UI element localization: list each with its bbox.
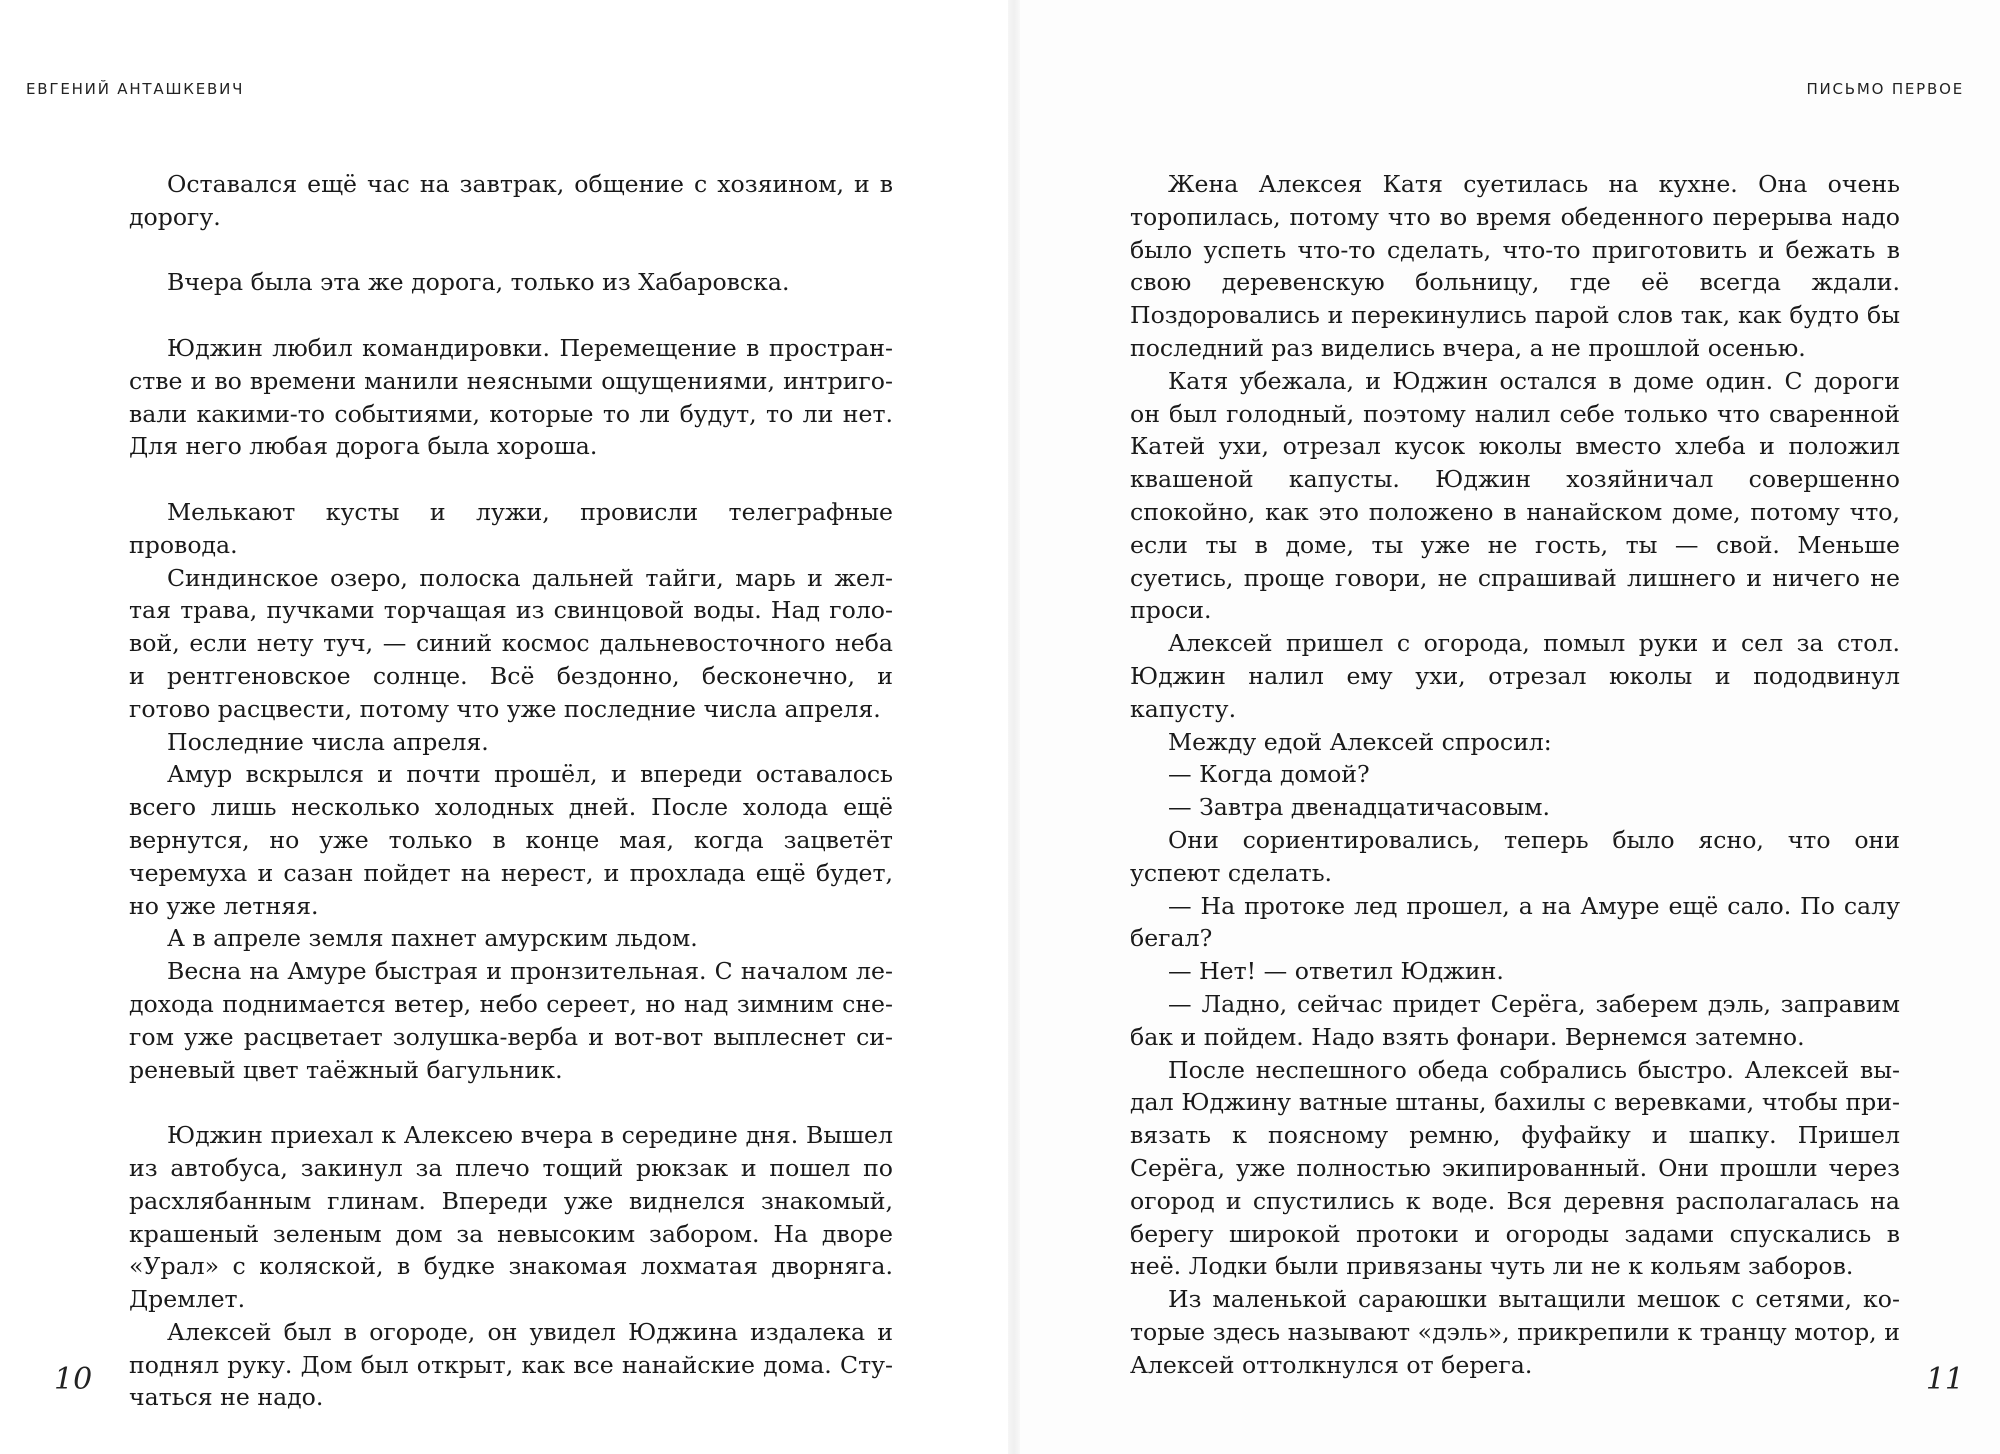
paragraph: Последние числа апреля. bbox=[167, 727, 489, 756]
paragraph: Юджин любил командировки. Перемещение в пространстве и во времени манили неясными ощущениями, интриговали какими-то событиями, которые то ли будут, то ли нет. Для него любая дорога была хороша. bbox=[129, 333, 893, 461]
paragraph: — Завтра двенадцатичасовым. bbox=[1168, 793, 1550, 822]
paragraph: Мелькают кусты и лужи, провисли телеграфные провода. bbox=[129, 497, 893, 559]
paragraph: Амур вскрылся и почти прошёл, и впереди оставалось всего лишь несколько холодных дней. После холода ещё вернутся, но уже только в конце мая, когда зацветёт черемуха и сазан пойдет на нерест, и прохлада ещё будет, но уже летняя. bbox=[129, 760, 893, 920]
paragraph: — На протоке лед прошел, а на Амуре ещё сало. По салу бегал? bbox=[1130, 891, 1900, 953]
paragraph: Между едой Алексей спросил: bbox=[1168, 727, 1552, 756]
paragraph: Жена Алексея Катя суетилась на кухне. Она очень торопилась, потому что во время обеденного перерыва надо было успеть что-то сделать, что-то приготовить и бежать в свою деревенскую больницу, где её всегда ждали. Поздоровались и перекинулись парой слов так, как будто бы последний раз виделись вчера, а не прошлой осенью. bbox=[1130, 170, 1900, 362]
paragraph: — Ладно, сейчас придет Серёга, заберем дэль, заправим бак и пойдем. Надо взять фонари. Вернемся затемно. bbox=[1130, 989, 1900, 1051]
book-gutter bbox=[1008, 0, 1020, 1454]
paragraph: А в апреле земля пахнет амурским льдом. bbox=[167, 924, 698, 953]
paragraph: Из маленькой сараюшки вытащили мешок с сетями, которые здесь называют «дэль», прикрепили к транцу мотор, и Алексей оттолкнулся от берега. bbox=[1130, 1285, 1900, 1379]
paragraph: — Нет! — ответил Юджин. bbox=[1168, 957, 1504, 986]
paragraph: Юджин приехал к Алексею вчера в середине дня. Вышел из автобуса, закинул за плечо тощий рюкзак и пошел по расхлябанным глинам. Впереди уже виднелся знакомый, крашеный зеленым дом за невысоким забором. На дворе «Урал» с коляской, в будке знакомая лохматая дворняга. Дремлет. bbox=[129, 1121, 893, 1314]
running-head-author: ЕВГЕНИЙ АНТАШКЕВИЧ bbox=[26, 80, 245, 98]
paragraph: Оставался ещё час на завтрак, общение с хозяином, и в дорогу. bbox=[129, 170, 893, 231]
running-head-chapter: ПИСЬМО ПЕРВОЕ bbox=[1806, 80, 1964, 98]
paragraph: Весна на Амуре быстрая и пронзительная. С началом ледохода поднимается ветер, небо сереет, но над зимним снегом уже расцветает золушка-верба и вот-вот выплеснет сиреневый цвет таёжный багульник. bbox=[129, 957, 893, 1084]
left-page-text bbox=[129, 168, 893, 1414]
paragraph: Они сориентировались, теперь было ясно, что они успеют сделать. bbox=[1130, 825, 1900, 887]
paragraph: Катя убежала, и Юджин остался в доме один. С дороги он был голодный, поэтому налил себе только что сваренной Катей ухи, отрезал кусок юколы вместо хлеба и положил квашеной капусты. Юджин хозяйничал совершенно спокойно, как это положено в нанайском доме, потому что, если ты в доме, ты уже не гость, ты — свой. Меньше суетись, проще говори, не спрашивай лишнего и ничего не проси. bbox=[1130, 366, 1900, 625]
right-page bbox=[1010, 0, 2000, 1454]
paragraph: Вчера была эта же дорога, только из Хабаровска. bbox=[167, 268, 790, 297]
paragraph: — Когда домой? bbox=[1168, 760, 1370, 789]
page-number-left: 10 bbox=[54, 1362, 93, 1397]
paragraph: Синдинское озеро, полоска дальней тайги, марь и желтая трава, пучками торчащая из свинцовой воды. Над головой, если нету туч, — синий космос дальневосточного неба и рентгеновское солнце. Всё бездонно, бесконечно, и готово расцвести, потому что уже последние числа апреля. bbox=[129, 563, 893, 723]
paragraph: Алексей пришел с огорода, помыл руки и сел за стол. Юджин налил ему ухи, отрезал юколы и пододвинул капусту. bbox=[1130, 629, 1900, 723]
paragraph: После неспешного обеда собрались быстро. Алексей выдал Юджину ватные штаны, бахилы с веревками, чтобы привязать к поясному ремню, фуфайку и шапку. Пришел Серёга, уже полностью экипированный. Они прошли через огород и спустились к воде. Вся деревня располагалась на берегу широкой протоки и огороды задами спускались в неё. Лодки были привязаны чуть ли не к кольям заборов. bbox=[1130, 1055, 1900, 1281]
paragraph: Алексей был в огороде, он увидел Юджина издалека и поднял руку. Дом был открыт, как все нанайские дома. Стучаться не надо. bbox=[129, 1317, 893, 1412]
page-number-right: 11 bbox=[1925, 1362, 1964, 1397]
right-page-text bbox=[1130, 168, 1900, 1381]
